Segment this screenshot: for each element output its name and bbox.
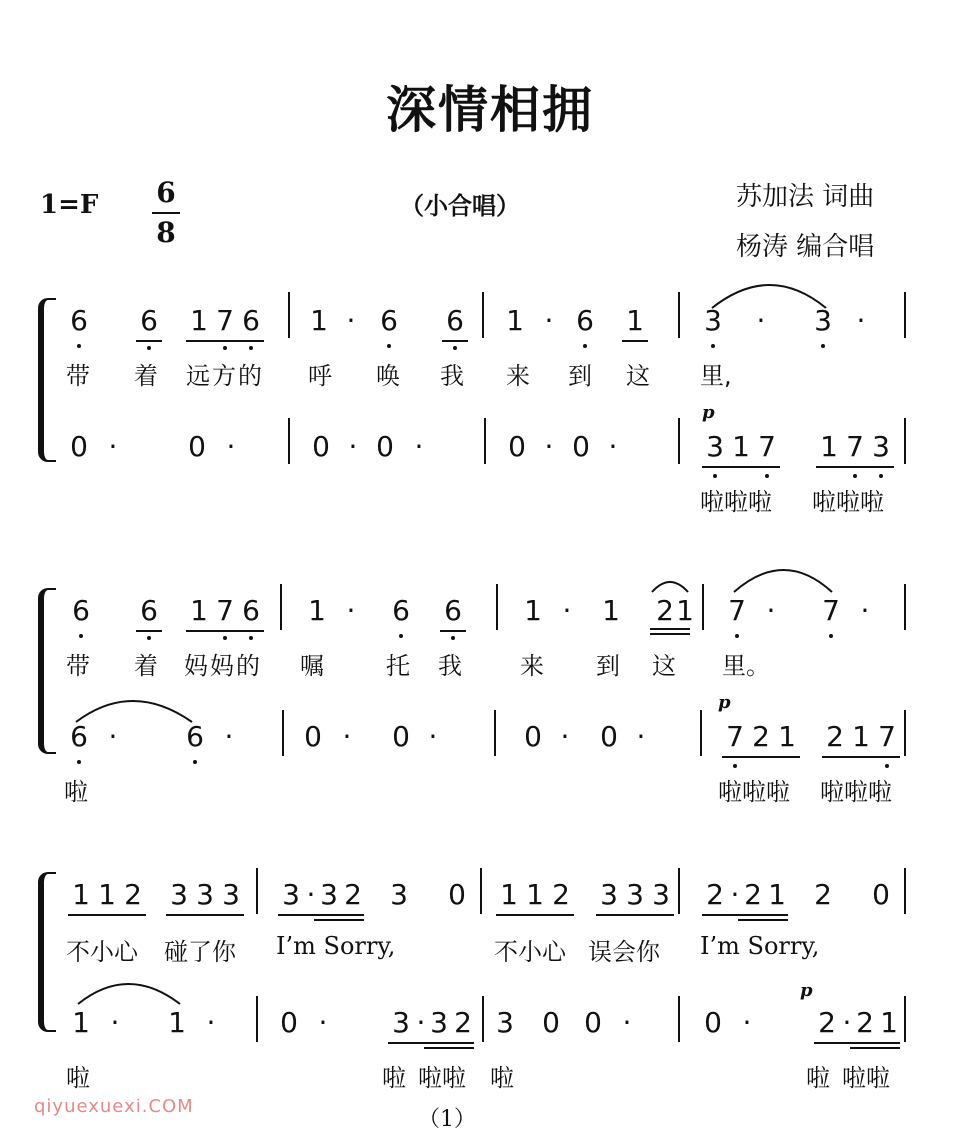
tie	[712, 285, 826, 308]
note: 1	[626, 304, 644, 337]
note: 6	[70, 304, 88, 337]
lyric: 误会你	[588, 938, 660, 966]
lyric: 啦	[806, 1064, 830, 1092]
note-dot: ·	[860, 594, 870, 627]
arranger-credit: 杨涛 编合唱	[736, 232, 875, 262]
note-dot: ·	[544, 304, 554, 337]
tie	[76, 701, 192, 722]
lyric: 里,	[700, 362, 732, 390]
note: 1	[526, 878, 544, 911]
lyric: 不小心	[66, 938, 138, 966]
note-dot: ·	[622, 1006, 632, 1039]
rest: 0	[448, 878, 466, 911]
note: 3	[652, 878, 670, 911]
note: 2	[552, 878, 570, 911]
note: 6	[242, 304, 260, 337]
note: 1	[852, 720, 870, 753]
note-dot: ·	[318, 1006, 328, 1039]
note: 6	[242, 594, 260, 627]
note: 7	[846, 430, 864, 463]
lyric: 我	[438, 652, 462, 680]
lyric: 啦	[66, 1064, 90, 1092]
lyric: 的	[236, 652, 260, 680]
note-dot: ·	[842, 1006, 852, 1039]
lyric: 嘱	[300, 652, 324, 680]
note: 2	[818, 1006, 836, 1039]
note: 3	[430, 1006, 448, 1039]
note: 7	[878, 720, 896, 753]
lyric: 方	[212, 362, 236, 390]
dynamic-mark: p	[718, 692, 731, 713]
dynamic-mark: p	[800, 980, 813, 1001]
note: 2	[344, 878, 362, 911]
rest: 0	[304, 720, 322, 753]
tie	[78, 984, 180, 1004]
lyric: 啦	[866, 1064, 890, 1092]
lyric: 啦	[64, 778, 88, 806]
note: 7	[822, 594, 840, 627]
note: 1	[506, 304, 524, 337]
lyric: 到	[568, 362, 592, 390]
note: 2	[454, 1006, 472, 1039]
note-dot: ·	[342, 720, 352, 753]
note: 1	[768, 878, 786, 911]
note: 1	[500, 878, 518, 911]
note: 6	[392, 594, 410, 627]
lyric: 妈	[184, 652, 208, 680]
note: 6	[140, 304, 158, 337]
lyric: 远	[186, 362, 210, 390]
note: 6	[444, 594, 462, 627]
key-signature: 1=F	[40, 190, 99, 220]
note: 2	[826, 720, 844, 753]
time-bottom: 8	[156, 216, 176, 249]
note-dot: ·	[428, 720, 438, 753]
note: 3	[222, 878, 240, 911]
note: 1	[190, 304, 208, 337]
rest: 0	[704, 1006, 722, 1039]
note-dot: ·	[560, 720, 570, 753]
note: 7	[216, 594, 234, 627]
note: 3	[282, 878, 300, 911]
note: 3	[600, 878, 618, 911]
note-dot: ·	[766, 594, 776, 627]
lyric: 着	[134, 652, 158, 680]
note: 7	[216, 304, 234, 337]
note-dot: ·	[742, 1006, 752, 1039]
rest: 0	[392, 720, 410, 753]
note: 6	[72, 594, 90, 627]
note: 6	[186, 720, 204, 753]
note-dot: ·	[544, 430, 554, 463]
note: 2	[814, 878, 832, 911]
note: 1	[524, 594, 542, 627]
note: 3	[390, 878, 408, 911]
note: 6	[446, 304, 464, 337]
note-dot: ·	[110, 1006, 120, 1039]
lyric: 这	[626, 362, 650, 390]
lyric: 这	[652, 652, 676, 680]
lyric: I’m Sorry,	[276, 932, 396, 960]
lyric: 托	[386, 652, 410, 680]
note-dot: ·	[206, 1006, 216, 1039]
note: 3	[706, 430, 724, 463]
note-dot: ·	[414, 430, 424, 463]
lyric: 带	[66, 652, 90, 680]
performance-type: （小合唱）	[400, 191, 520, 220]
note: 3	[814, 304, 832, 337]
note: 7	[728, 594, 746, 627]
lyric: 的	[238, 362, 262, 390]
note: 3	[170, 878, 188, 911]
lyric: 啦啦啦	[820, 778, 892, 806]
rest: 0	[508, 430, 526, 463]
note-dot: ·	[346, 304, 356, 337]
lyric: 啦啦啦	[718, 778, 790, 806]
lyric: 我	[440, 362, 464, 390]
note: 1	[168, 1006, 186, 1039]
note: 7	[726, 720, 744, 753]
rest: 0	[70, 430, 88, 463]
lyric: 到	[596, 652, 620, 680]
note: 2	[744, 878, 762, 911]
rest: 0	[600, 720, 618, 753]
note: 2	[706, 878, 724, 911]
lyric: I’m Sorry,	[700, 932, 820, 960]
page-number: （1）	[418, 1107, 476, 1132]
note: 6	[576, 304, 594, 337]
lyric: 不小心	[494, 938, 566, 966]
lyric: 啦	[382, 1064, 406, 1092]
note: 6	[70, 720, 88, 753]
lyric: 着	[134, 362, 158, 390]
rest: 0	[542, 1006, 560, 1039]
note-dot: ·	[108, 430, 118, 463]
note: 3	[320, 878, 338, 911]
note-dot: ·	[348, 430, 358, 463]
note-dot: ·	[108, 720, 118, 753]
note-dot: ·	[636, 720, 646, 753]
note-dot: ·	[306, 878, 316, 911]
lyric: 啦啦啦	[700, 488, 772, 516]
note: 6	[380, 304, 398, 337]
note: 1	[310, 304, 328, 337]
note-dot: ·	[346, 594, 356, 627]
lyric: 唤	[376, 362, 400, 390]
note-dot: ·	[730, 878, 740, 911]
composer-credit: 苏加法 词曲	[736, 182, 875, 212]
note: 1	[820, 430, 838, 463]
note-dot: ·	[224, 720, 234, 753]
note: 1	[72, 878, 90, 911]
note: 1	[72, 1006, 90, 1039]
rest: 0	[376, 430, 394, 463]
note: 3	[496, 1006, 514, 1039]
rest: 0	[872, 878, 890, 911]
tie	[734, 570, 832, 592]
note: 1	[602, 594, 620, 627]
lyric: 里。	[722, 652, 770, 680]
lyric: 啦啦	[418, 1064, 466, 1092]
lyric: 来	[520, 652, 544, 680]
note: 7	[758, 430, 776, 463]
rest: 0	[312, 430, 330, 463]
note-dot: ·	[562, 594, 572, 627]
note: 2	[856, 1006, 874, 1039]
note: 2	[656, 594, 674, 627]
note: 1	[778, 720, 796, 753]
slur	[652, 582, 688, 592]
lyric: 带	[66, 362, 90, 390]
watermark: qiyuexuexi.COM	[34, 1096, 194, 1117]
rest: 0	[524, 720, 542, 753]
note: 1	[732, 430, 750, 463]
lyric: 呼	[308, 362, 332, 390]
lyric: 啦	[842, 1064, 866, 1092]
rest: 0	[280, 1006, 298, 1039]
lyric: 来	[506, 362, 530, 390]
note: 2	[752, 720, 770, 753]
note: 1	[676, 594, 694, 627]
note-dot: ·	[856, 304, 866, 337]
lyric: 妈	[210, 652, 234, 680]
note: 3	[626, 878, 644, 911]
lyric: 啦啦啦	[812, 488, 884, 516]
note: 1	[190, 594, 208, 627]
rest: 0	[584, 1006, 602, 1039]
dynamic-mark: p	[702, 402, 715, 423]
note: 3	[704, 304, 722, 337]
note-dot: ·	[416, 1006, 426, 1039]
note: 1	[98, 878, 116, 911]
lyric: 啦	[490, 1064, 514, 1092]
note-dot: ·	[226, 430, 236, 463]
time-top: 6	[156, 176, 176, 209]
rest: 0	[572, 430, 590, 463]
lyric: 碰了你	[164, 938, 236, 966]
note: 1	[880, 1006, 898, 1039]
note: 1	[308, 594, 326, 627]
note-dot: ·	[608, 430, 618, 463]
note-dot: ·	[756, 304, 766, 337]
note: 2	[124, 878, 142, 911]
song-title: 深情相拥	[386, 80, 594, 139]
note: 6	[140, 594, 158, 627]
note: 3	[392, 1006, 410, 1039]
note: 3	[872, 430, 890, 463]
rest: 0	[188, 430, 206, 463]
note: 3	[196, 878, 214, 911]
